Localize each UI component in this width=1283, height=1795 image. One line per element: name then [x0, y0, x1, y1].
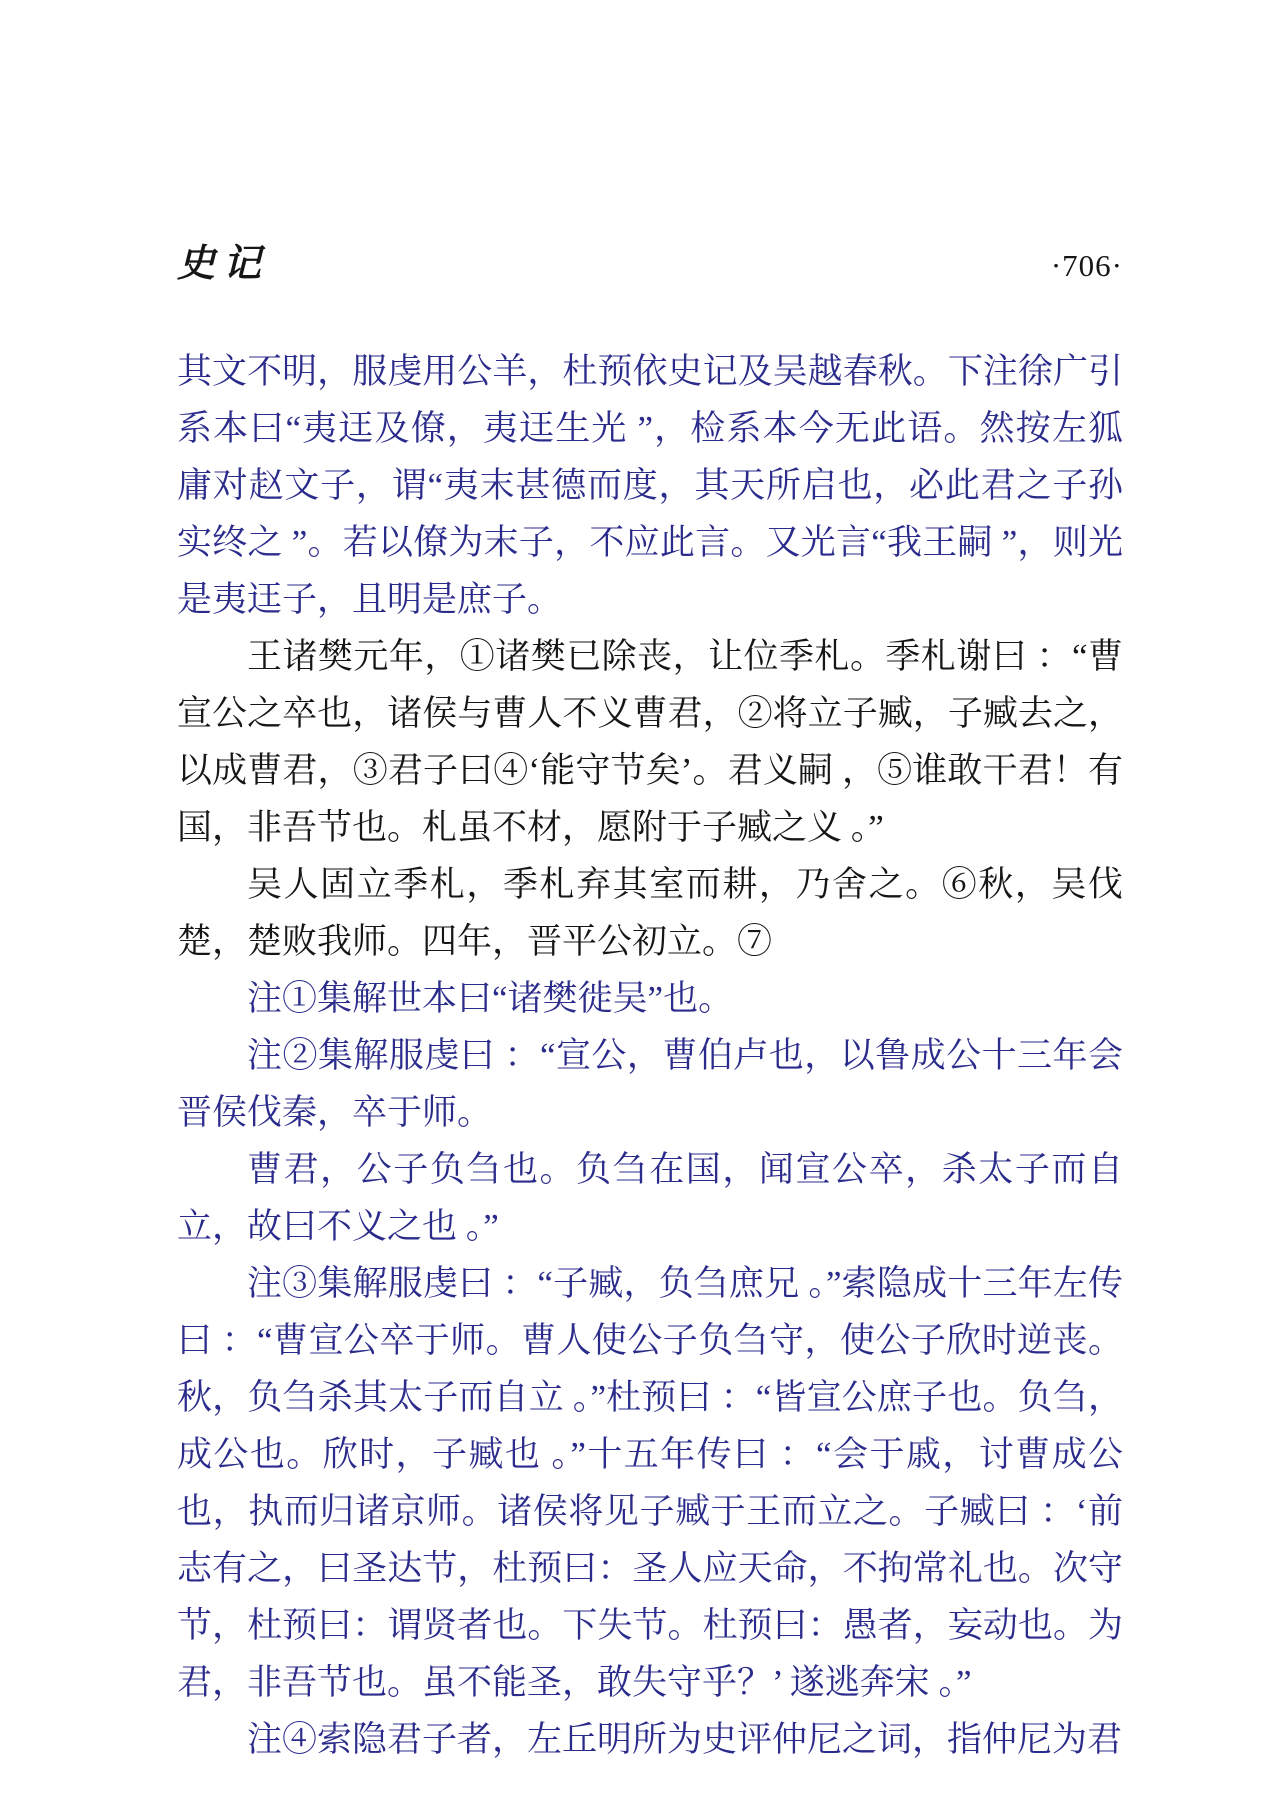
annotation-paragraph: 其文不明，服虔用公羊，杜预依史记及吴越春秋。下注徐广引系本曰“夷迋及僚，夷迋生光 ”，检系本今无此语。然按左狐庸对赵文子，谓“夷末甚德而度，其天所启也，必此君之子孙实终之 ”。若以僚为末子，不应此言。又光言“我王嗣 ”，则光是夷迋子，且明是庶子。	[177, 352, 1123, 619]
book-title: 史记	[177, 243, 270, 285]
page-body	[177, 343, 1123, 1768]
annotation-note-4: 注④索隐君子者，左丘明所为史评仲尼之词，指仲尼为君	[247, 1720, 1123, 1759]
main-text-paragraph: 吴人固立季札，季札弃其室而耕，乃舍之。⑥秋，吴伐楚，楚败我师。四年，晋平公初立。⑦	[177, 865, 1123, 961]
annotation-note-2: 注②集解服虔曰 ：“宣公，曹伯卢也，以鲁成公十三年会晋侯伐秦，卒于师。	[177, 1036, 1123, 1132]
page-number: ·706·	[1050, 248, 1123, 283]
annotation-note-2-continued: 曹君，公子负刍也。负刍在国，闻宣公卒，杀太子而自立，故曰不义之也 。”	[177, 1150, 1123, 1246]
annotation-note-3: 注③集解服虔曰 ：“子臧，负刍庶兄 。”索隐成十三年左传曰 ：“曹宣公卒于师。曹人使公子负刍守，使公子欣时逆丧。秋，负刍杀其太子而自立 。”杜预曰 ：“皆宣公庶子也。负刍，成公也。欣时，子臧也 。”十五年传曰 ：“会于戚，讨曹成公也，执而归诸京师。诸侯将见子臧于王而立之。子臧曰 ：‘前志有之，曰圣达节，杜预曰：圣人应天命，不拘常礼也。次守节，杜预曰：谓贤者也。下失节。杜预曰：愚者，妄动也。为君，非吾节也。虽不能圣，敢失守乎？’ 遂逃奔宋 。”	[177, 1264, 1123, 1702]
annotation-note-1: 注①集解世本曰“诸樊徙吴”也。	[247, 979, 734, 1018]
main-text-paragraph: 王诸樊元年，①诸樊已除丧，让位季札。季札谢曰 ：“曹宣公之卒也，诸侯与曹人不义曹君，②将立子臧，子臧去之，以成曹君，③君子曰④‘能守节矣’。君义嗣 ，⑤谁敢干君！有国，非吾节也。札虽不材，愿附于子臧之义 。”	[177, 637, 1123, 847]
page-header	[177, 232, 1123, 287]
